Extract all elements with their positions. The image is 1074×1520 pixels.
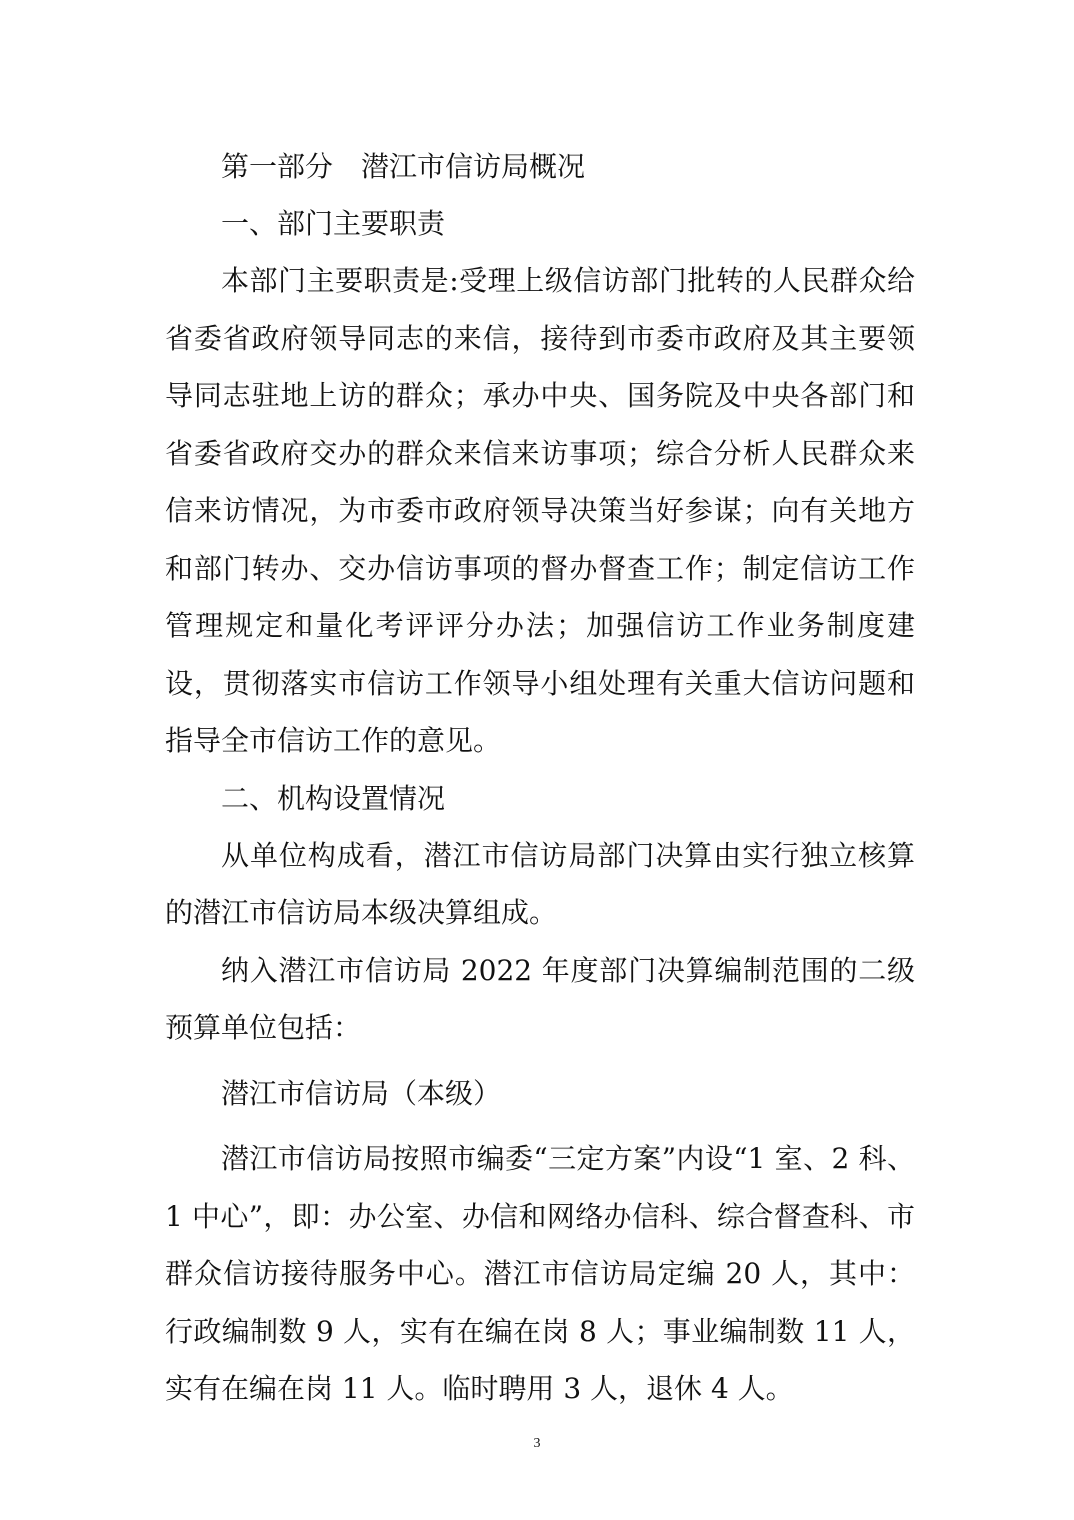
staff-paragraph: 潜江市信访局按照市编委“三定方案”内设“1 室、2 科、1 中心”，即：办公室、办信和网络办信科、综合督查科、市群众信访接待服务中心。潜江市信访局定编 20 人，其中：行政编制数 9 人，实有在编在岗 8 人；事业编制数 11 人，实有在编在岗 11 人。临时聘用 3 人，退休 4 人。: [165, 1142, 915, 1405]
scope-paragraph: 纳入潜江市信访局 2022 年度部门决算编制范围的二级预算单位包括：: [165, 953, 915, 1044]
structure-paragraph: 从单位构成看，潜江市信访局部门决算由实行独立核算的潜江市信访局本级决算组成。: [165, 838, 915, 929]
unit-line: 潜江市信访局（本级）: [221, 1076, 502, 1110]
document-body: [165, 138, 915, 1418]
heading-duties: 一、部门主要职责: [221, 207, 446, 240]
duties-paragraph: 本部门主要职责是:受理上级信访部门批转的人民群众给省委省政府领导同志的来信，接待到市委市政府及其主要领导同志驻地上访的群众；承办中央、国务院及中央各部门和省委省政府交办的群众来信来访事项；综合分析人民群众来信来访情况，为市委市政府领导决策当好参谋；向有关地方和部门转办、交办信访事项的督办督查工作；制定信访工作管理规定和量化考评评分办法；加强信访工作业务制度建设，贯彻落实市信访工作领导小组处理有关重大信访问题和指导全市信访工作的意见。: [165, 264, 915, 757]
section-title: 第一部分 潜江市信访局概况: [221, 150, 586, 183]
heading-organization: 二、机构设置情况: [221, 781, 446, 815]
page-number: 3: [533, 1436, 541, 1451]
